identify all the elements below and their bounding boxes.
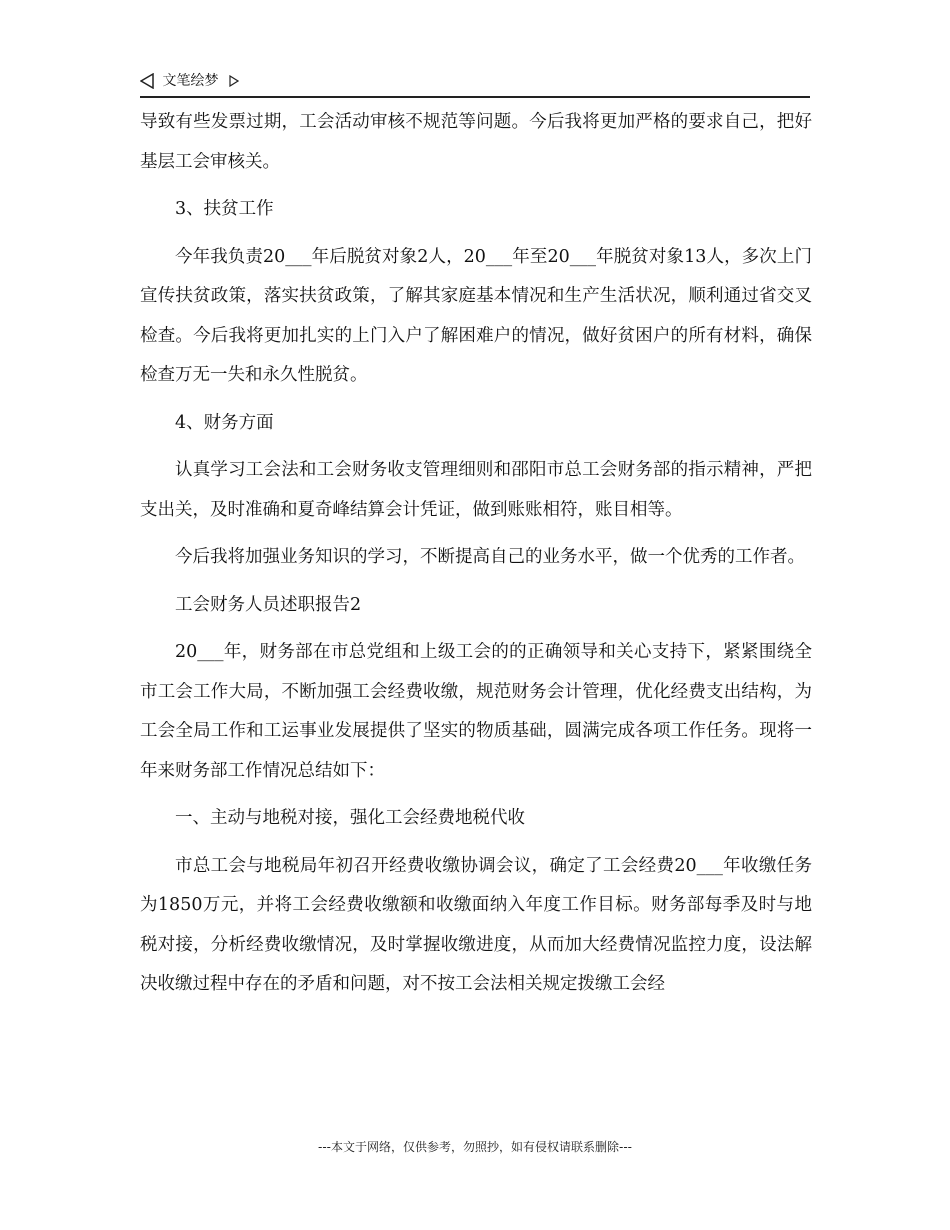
section-heading-tax: 一、主动与地税对接，强化工会经费地税代收	[175, 808, 525, 828]
report-title: 工会财务人员述职报告2	[175, 594, 362, 615]
triangle-left-icon	[140, 73, 154, 89]
triangle-right-icon	[229, 75, 239, 87]
page-header	[140, 70, 810, 98]
page-footer: ---本文于网络，仅供参考，勿照抄，如有侵权请联系删除---	[318, 1140, 632, 1154]
paragraph-continuation: 导致有些发票过期，工会活动审核不规范等问题。今后我将更加严格的要求自己，把好基层工会审核关。	[140, 112, 812, 172]
header-brand: 文笔绘梦	[162, 73, 219, 89]
paragraph: 20___年，财务部在市总党组和上级工会的的正确领导和关心支持下，紧紧围绕全市工会工作大局，不断加强工会经费收缴，规范财务会计管理，优化经费支出结构，为工会全局工作和工运事业发展提供了坚实的物质基础，圆满完成各项工作任务。现将一年来财务部工作情况总结如下：	[140, 642, 812, 781]
document-body	[140, 103, 812, 1013]
paragraph: 今后我将加强业务知识的学习，不断提高自己的业务水平，做一个优秀的工作者。	[175, 547, 805, 567]
section-heading-poverty: 3、扶贫工作	[175, 199, 274, 219]
section-heading-finance: 4、财务方面	[175, 412, 274, 433]
paragraph: 今年我负责20___年后脱贫对象2人，20___年至20___年脱贫对象13人，多次上门宣传扶贫政策，落实扶贫政策，了解其家庭基本情况和生产生活状况，顺利通过省交叉检查。今后我将更加扎实的上门入户了解困难户的情况，做好贫困户的所有材料，确保检查万无一失和永久性脱贫。	[140, 246, 812, 385]
paragraph: 市总工会与地税局年初召开经费收缴协调会议，确定了工会经费20___年收缴任务为1850万元，并将工会经费收缴额和收缴面纳入年度工作目标。财务部每季及时与地税对接，分析经费收缴情况，及时掌握收缴进度，从而加大经费情况监控力度，设法解决收缴过程中存在的矛盾和问题，对不按工会法相关规定拨缴工会经	[140, 855, 812, 994]
paragraph: 认真学习工会法和工会财务收支管理细则和邵阳市总工会财务部的指示精神，严把支出关，及时准确和夏奇峰结算会计凭证，做到账账相符，账目相等。	[140, 460, 812, 520]
